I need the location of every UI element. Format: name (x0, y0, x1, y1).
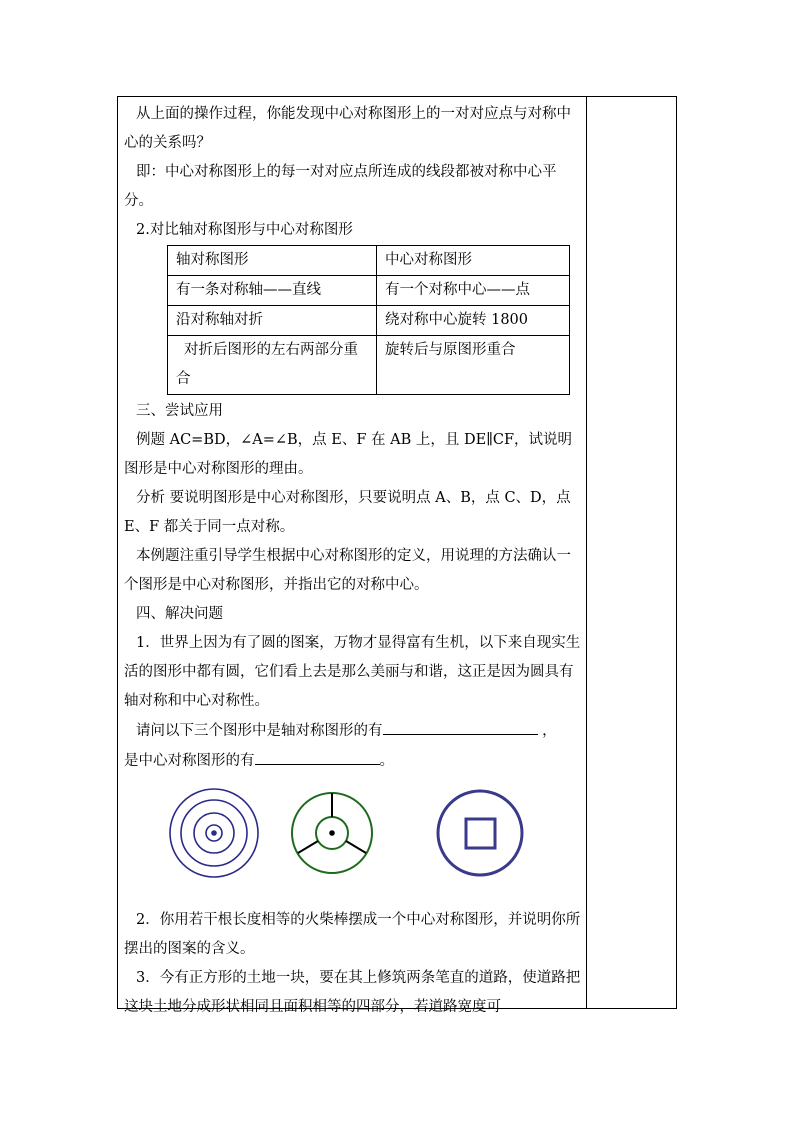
paragraph-question: 从上面的操作过程，你能发现中心对称图形上的一对对应点与对称中心的关系吗？ (124, 106, 571, 151)
ask-separator: ， (542, 723, 557, 739)
main-content (124, 100, 582, 1022)
table-cell: 轴对称图形 (168, 246, 377, 276)
figures-svg (164, 776, 564, 901)
table-row (168, 276, 570, 306)
section-solve-title: 四、解决问题 (136, 606, 223, 622)
circle-figures (124, 776, 582, 906)
table-cell: 有一个对称中心——点 (377, 276, 570, 306)
analysis-paragraph: 分析 要说明图形是中心对称图形，只要说明点 A、B，点 C、D，点 E、F 都关于同一点对称。 (124, 490, 571, 535)
ask-axis-text: 请问以下三个图形中是轴对称图形的有 (136, 723, 383, 739)
right-column-divider (586, 96, 587, 1009)
table-cell: 有一条对称轴——直线 (168, 276, 377, 306)
table-cell: 绕对称中心旋转 1800 (377, 306, 570, 336)
table-row (168, 246, 570, 276)
ask-end: 。 (379, 753, 394, 769)
section-apply-title: 三、尝试应用 (136, 403, 223, 419)
example-paragraph: 例题 AC=BD，∠A=∠B，点 E、F 在 AB 上，且 DE∥CF，试说明图形是中心对称图形的理由。 (124, 432, 573, 477)
comparison-table (167, 245, 570, 395)
concentric-circles-figure (170, 789, 258, 877)
note-paragraph: 本例题注重引导学生根据中心对称图形的定义，用说理的方法确认一个图形是中心对称图形，并指出它的对称中心。 (124, 548, 571, 593)
ask-center-text: 是中心对称图形的有 (124, 753, 255, 769)
three-spoke-circle-figure (292, 793, 372, 873)
table-cell: 沿对称轴对折 (168, 306, 377, 336)
section-compare-title: 2.对比轴对称图形与中心对称图形 (136, 222, 353, 238)
answer-blank-axis[interactable] (383, 716, 538, 735)
question-2: 2．你用若干根长度相等的火柴棒摆成一个中心对称图形，并说明你所摆出的图案的含义。 (124, 912, 581, 957)
question-1: 1．世界上因为有了圆的图案，万物才显得富有生机，以下来自现实生活的图形中都有圆，它们看上去是那么美丽与和谐，这正是因为圆具有轴对称和中心对称性。 (124, 635, 581, 709)
answer-blank-center[interactable] (255, 746, 380, 765)
paragraph-answer: 即：中心对称图形上的每一对对应点所连成的线段都被对称中心平分。 (124, 164, 557, 209)
table-row (168, 306, 570, 336)
table-cell: 对折后图形的左右两部分重合 (168, 336, 377, 395)
circle-square-figure (438, 791, 522, 875)
question-1-ask (124, 716, 582, 746)
table-row (168, 336, 570, 395)
table-cell: 中心对称图形 (377, 246, 570, 276)
table-cell: 旋转后与原图形重合 (377, 336, 570, 395)
question-1-ask-2 (124, 746, 582, 776)
question-3: 3．今有正方形的土地一块，要在其上修筑两条笔直的道路，使道路把这块土地分成形状相同且面积相等的四部分，若道路宽度可 (124, 970, 581, 1015)
